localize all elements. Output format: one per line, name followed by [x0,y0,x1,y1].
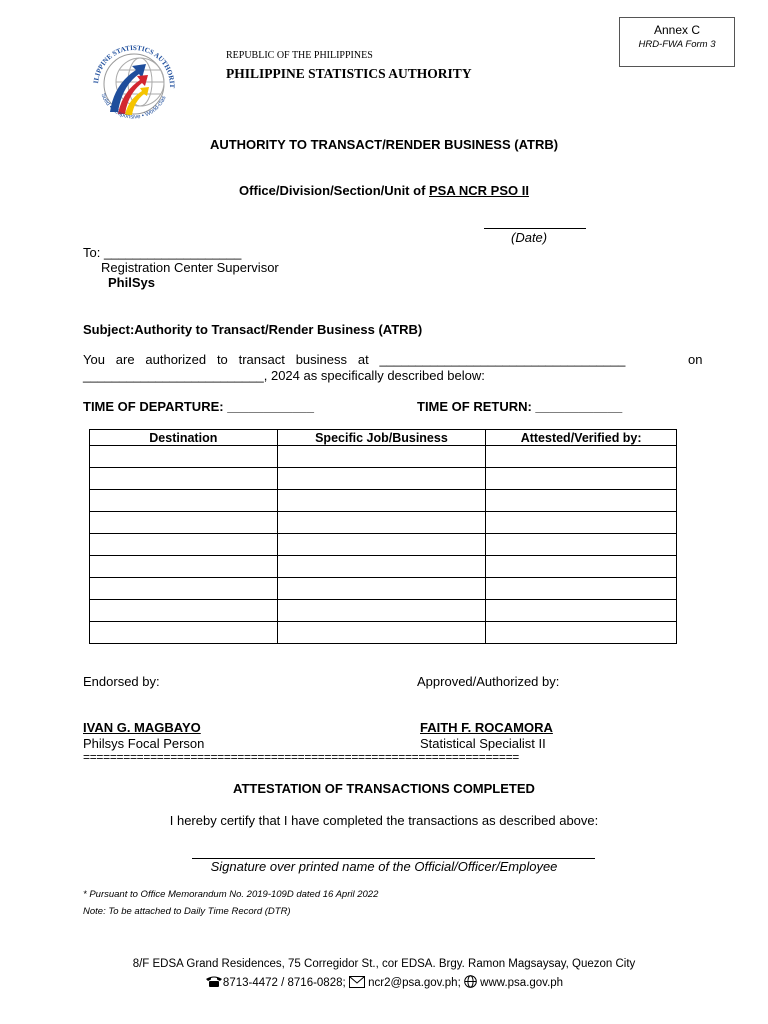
cell-attested[interactable] [486,468,677,490]
footer-contacts [0,975,768,991]
endorser-position: Philsys Focal Person [83,736,205,751]
table-row [90,578,677,600]
cell-destination[interactable] [90,600,278,622]
col-attested: Attested/Verified by: [486,430,677,446]
cell-job[interactable] [277,534,486,556]
table-header-row [90,430,677,446]
body-line1: You are authorized to transact business at __________________________________ [83,352,626,367]
to-recipient: Registration Center Supervisor [101,260,279,275]
form-title: AUTHORITY TO TRANSACT/RENDER BUSINESS (ATRB) [209,137,559,152]
date-label: (Date) [511,230,548,245]
republic-label: REPUBLIC OF THE PHILIPPINES [226,50,373,61]
time-return: TIME OF RETURN: ____________ [417,399,623,414]
office-line [0,183,768,198]
annex-form: HRD-FWA Form 3 [638,39,716,50]
cell-destination[interactable] [90,446,278,468]
annex-title: Annex C [653,23,701,37]
cell-attested[interactable] [486,556,677,578]
office-label: Office/Division/Section/Unit of [239,183,430,198]
cell-job[interactable] [277,556,486,578]
cell-destination[interactable] [90,512,278,534]
footer-web[interactable]: www.psa.gov.ph [480,977,564,990]
office-value: PSA NCR PSO II [429,183,529,198]
phone-icon [205,975,223,991]
separator: ================================================================= [83,750,520,764]
footer-address: 8/F EDSA Grand Residences, 75 Corregidor St., cor EDSA. Brgy. Ramon Magsaysay, Quezon City [132,958,636,970]
attestation-text: I hereby certify that I have completed the transactions as described above: [169,813,599,828]
cell-attested[interactable] [486,446,677,468]
cell-destination[interactable] [90,578,278,600]
col-destination: Destination [90,430,278,446]
cell-job[interactable] [277,578,486,600]
table-row [90,556,677,578]
globe-icon [464,975,477,991]
cell-attested[interactable] [486,622,677,644]
time-departure: TIME OF DEPARTURE: ____________ [83,399,314,414]
to-office: PhilSys [108,275,155,290]
logo-motto: Solid • Responsive • World-clas [99,92,168,121]
table-row [90,512,677,534]
cell-job[interactable] [277,600,486,622]
attestation-title: ATTESTATION OF TRANSACTIONS COMPLETED [233,781,535,796]
annex-box [619,17,735,67]
table-row [90,446,677,468]
approver-name: FAITH F. ROCAMORA [420,720,553,735]
to-label: To: ___________________ [83,245,242,260]
cell-destination[interactable] [90,622,278,644]
body-line2: _________________________, 2024 as specifically described below: [83,368,485,383]
cell-job[interactable] [277,512,486,534]
cell-job[interactable] [277,622,486,644]
table-row [90,534,677,556]
psa-logo [84,34,184,134]
note-dtr: Note: To be attached to Daily Time Record (DTR) [83,906,291,917]
approved-label: Approved/Authorized by: [417,674,560,689]
approver-position: Statistical Specialist II [420,736,546,751]
cell-destination[interactable] [90,534,278,556]
endorser-name: IVAN G. MAGBAYO [83,720,201,735]
col-job: Specific Job/Business [277,430,486,446]
table-row [90,622,677,644]
cell-attested[interactable] [486,578,677,600]
agency-name: PHILIPPINE STATISTICS AUTHORITY [226,66,472,81]
body-line1-on: on [688,352,703,367]
endorsed-label: Endorsed by: [83,674,160,689]
cell-job[interactable] [277,446,486,468]
cell-job[interactable] [277,468,486,490]
cell-destination[interactable] [90,490,278,512]
note-memorandum: * Pursuant to Office Memorandum No. 2019-109D dated 16 April 2022 [83,889,379,900]
signature-label: Signature over printed name of the Official/Officer/Employee [210,859,558,874]
cell-destination[interactable] [90,556,278,578]
footer-phone: 8713-4472 / 8716-0828; [222,977,346,990]
logo-ring-text: ILIPPINE STATISTICS AUTHORIT [92,43,177,89]
transaction-table [89,429,677,644]
cell-attested[interactable] [486,512,677,534]
table-row [90,490,677,512]
date-line [484,228,586,229]
footer-email[interactable]: ncr2@psa.gov.ph; [368,977,461,990]
cell-attested[interactable] [486,534,677,556]
cell-attested[interactable] [486,490,677,512]
table-row [90,468,677,490]
cell-attested[interactable] [486,600,677,622]
table-row [90,600,677,622]
cell-destination[interactable] [90,468,278,490]
email-icon [349,976,365,991]
subject: Subject:Authority to Transact/Render Business (ATRB) [83,322,423,337]
cell-job[interactable] [277,490,486,512]
